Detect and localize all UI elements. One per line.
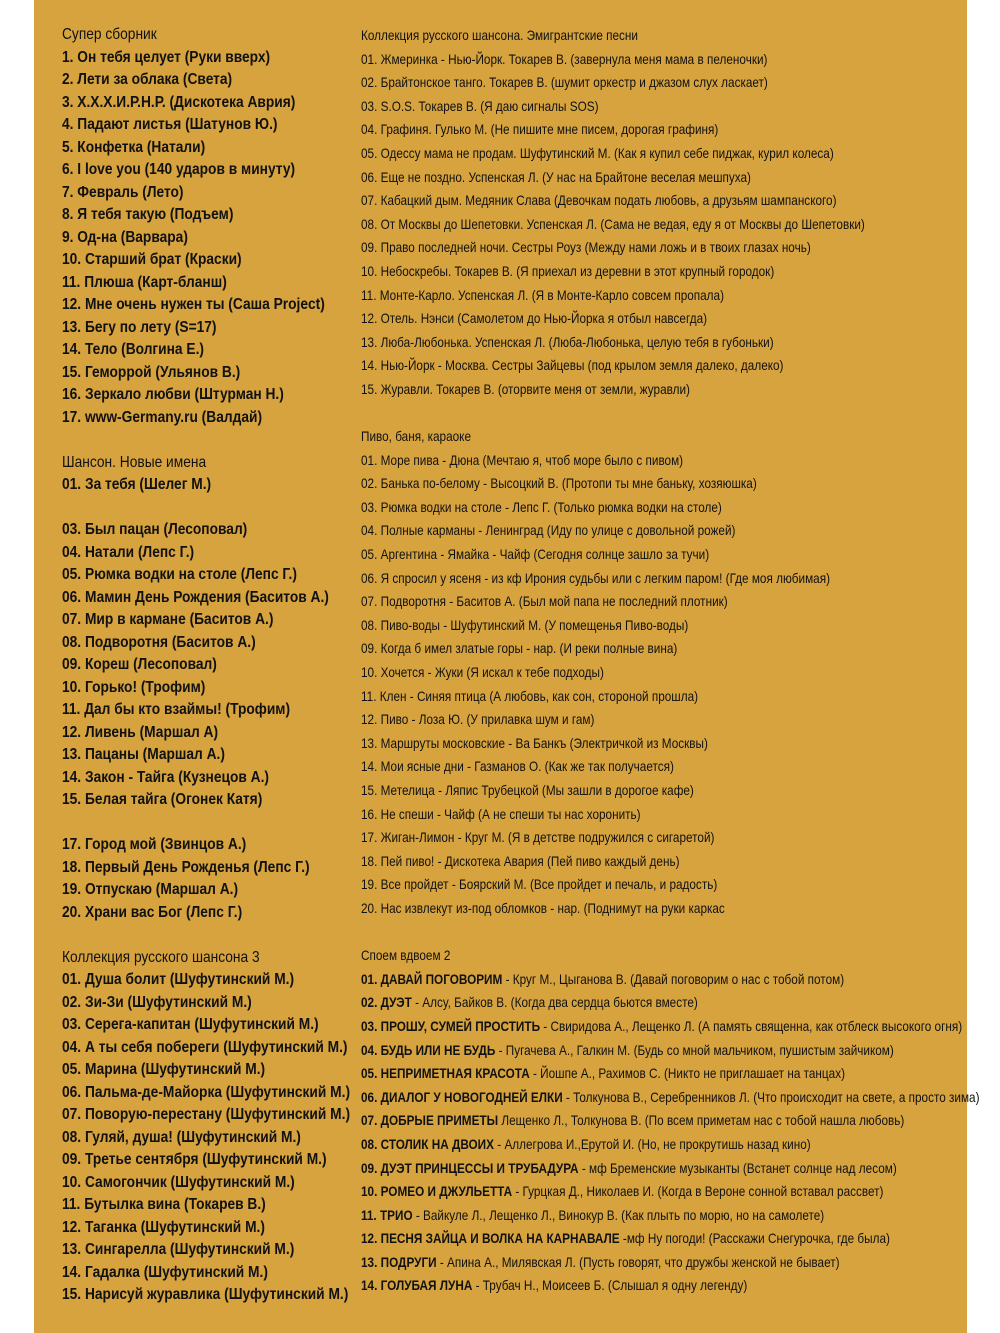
track-item: 18. Пей пиво! - Дискотека Авария (Пей пиво каждый день)	[361, 852, 680, 869]
track-item	[361, 968, 865, 992]
track-item: 8. Я тебя такую (Подъем)	[62, 206, 234, 223]
track-item: 16. Зеркало любви (Штурман Н.)	[62, 386, 284, 403]
track-performers: -мф Ну погоди! (Расскажи Снегурочка, где была)	[619, 1230, 890, 1247]
track-item: 03. S.O.S. Токарев В. (Я даю сигналы SOS)	[361, 97, 599, 114]
track-item: 06. Пальма-де-Майорка (Шуфутинский М.)	[62, 1083, 351, 1101]
section-gap	[62, 429, 352, 452]
track-item: 06. Мамин День Рождения (Баситов А.)	[62, 588, 329, 606]
track-title: 14. ГОЛУБАЯ ЛУНА	[361, 1277, 473, 1294]
track-item	[361, 1015, 963, 1039]
track-item: 07. Кабацкий дым. Медяник Слава (Девочкам подать любовь, а друзьям шампанского)	[361, 192, 837, 209]
track-item: 13. Пацаны (Маршал А.)	[62, 746, 225, 763]
track-item: 15. Нарисуй журавлика (Шуфутинский М.)	[62, 1286, 349, 1303]
track-item: 13. Сингарелла (Шуфутинский М.)	[62, 1241, 295, 1258]
track-item: 4. Падают листья (Шатунов Ю.)	[62, 116, 278, 133]
track-item: 04. Натали (Лепс Г.)	[62, 543, 195, 561]
track-item: 08. Гуляй, душа! (Шуфутинский М.)	[62, 1128, 301, 1146]
track-item: 10. Старший брат (Краски)	[62, 251, 242, 268]
track-performers: - Пугачева А., Галкин М. (Будь со мной мальчиком, пушистым зайчиком)	[495, 1041, 894, 1058]
left-column	[62, 24, 352, 1307]
track-item: 2. Лети за облака (Света)	[62, 71, 233, 88]
track-item: 15. Геморрой (Ульянов В.)	[62, 363, 241, 381]
track-item: 20. Храни вас Бог (Лепс Г.)	[62, 903, 243, 921]
track-title: 04. БУДЬ ИЛИ НЕ БУДЬ	[361, 1041, 496, 1058]
track-item: 01. Душа болит (Шуфутинский М.)	[62, 971, 295, 988]
track-item	[361, 1086, 980, 1110]
track-item: 06. Еще не поздно. Успенская Л. (У нас на Брайтоне веселая мешпуха)	[361, 168, 751, 185]
track-item: 09. Кореш (Лесоповал)	[62, 656, 217, 673]
track-item: 12. Таганка (Шуфутинский М.)	[62, 1218, 265, 1236]
section-title: Пиво, баня, караоке	[361, 428, 472, 445]
track-title: 09. ДУЭТ ПРИНЦЕССЫ И ТРУБАДУРА	[361, 1159, 579, 1176]
track-item: 07. Подворотня - Баситов А. (Был мой папа не последний плотник)	[361, 593, 728, 610]
track-title: 11. ТРИО	[361, 1206, 413, 1223]
track-item: 09. Когда б имел златые горы - нар. (И реки полные вина)	[361, 640, 678, 657]
track-item	[62, 497, 311, 520]
track-item: 13. Маршруты московские - Ва Банкъ (Электричкой из Москвы)	[361, 734, 708, 751]
track-performers: - Гурцкая Д., Николаев И. (Когда в Вероне сонной вставал рассвет)	[512, 1183, 884, 1200]
track-performers: - Йошпе А., Рахимов С. (Никто не приглашает на танцах)	[529, 1065, 845, 1082]
track-item: 12. Пиво - Лоза Ю. (У прилавка шум и гам)	[361, 711, 595, 728]
track-item: 11. Плюша (Карт-бланш)	[62, 273, 227, 291]
track-item: 04. Полные карманы - Ленинград (Иду по улице с довольной рожей)	[361, 522, 736, 539]
track-item: 6. I love you (140 ударов в минуту)	[62, 161, 296, 178]
section-title: Коллекция русского шансона 3	[62, 948, 260, 966]
track-item: 13. Люба-Любонька. Успенская Л. (Люба-Любонька, целую тебя в губоньки)	[361, 333, 774, 350]
track-title: 06. ДИАЛОГ У НОВОГОДНЕЙ ЕЛКИ	[361, 1088, 563, 1105]
track-item: 02. Зи-Зи (Шуфутинский М.)	[62, 993, 252, 1011]
track-item: 06. Я спросил у ясеня - из кф Ирония судьбы или с легким паром! (Где моя любимая)	[361, 569, 831, 586]
track-item: 10. Горько! (Трофим)	[62, 678, 206, 696]
section-title: Коллекция русского шансона. Эмигрантские песни	[361, 27, 639, 43]
track-title: 07. ДОБРЫЕ ПРИМЕТЫ	[361, 1112, 499, 1129]
track-item: 10. Небоскребы. Токарев В. (Я приехал из деревни в этот крупный городок)	[361, 262, 775, 279]
track-performers: - Алсу, Байков В. (Когда два сердца бьются вместе)	[411, 994, 698, 1011]
track-item: 15. Журавли. Токарев В. (оторвите меня от земли, журавли)	[361, 380, 690, 397]
track-item: 19. Все пройдет - Боярский М. (Все пройдет и печаль, и радость)	[361, 876, 718, 893]
track-item: 07. Поворую-перестану (Шуфутинский М.)	[62, 1106, 351, 1123]
track-item: 7. Февраль (Лето)	[62, 183, 184, 201]
track-item: 08. От Москвы до Шепетовки. Успенская Л. (Сама не ведая, еду я от Москвы до Шепетовки)	[361, 215, 865, 232]
track-item: 12. Мне очень нужен ты (Саша Project)	[62, 296, 325, 313]
track-item: 05. Марина (Шуфутинский М.)	[62, 1061, 266, 1078]
tracklist-panel	[34, 0, 980, 1333]
track-title: 13. ПОДРУГИ	[361, 1253, 437, 1270]
track-item: 14. Мои ясные дни - Газманов О. (Как же так получается)	[361, 758, 674, 775]
track-title: 12. ПЕСНЯ ЗАЙЦА И ВОЛКА НА КАРНАВАЛЕ	[361, 1230, 620, 1247]
track-performers: - Вайкуле Л., Лещенко Л., Винокур В. (Как плыть по морю, но на самолете)	[412, 1206, 825, 1223]
track-item: 04. Графиня. Гулько М. (Не пишите мне писем, дорогая графиня)	[361, 121, 719, 138]
track-item: 10. Хочется - Жуки (Я искал к тебе подходы)	[361, 664, 604, 681]
track-item	[361, 1039, 894, 1063]
track-item: 03. Серега-капитан (Шуфутинский М.)	[62, 1016, 319, 1033]
track-item: 03. Рюмка водки на столе - Лепс Г. (Только рюмка водки на столе)	[361, 498, 722, 515]
track-item: 3. Х.Х.Х.И.Р.Н.Р. (Дискотека Аврия)	[62, 93, 296, 111]
track-item: 14. Гадалка (Шуфутинский М.)	[62, 1263, 268, 1281]
track-item: 13. Бегу по лету (S=17)	[62, 318, 217, 336]
track-item: 12. Ливень (Маршал А)	[62, 723, 219, 741]
track-item: 12. Отель. Нэнси (Самолетом до Нью-Йорка я отбыл навсегда)	[361, 310, 708, 327]
track-item	[62, 812, 311, 835]
track-item: 11. Дал бы кто взаймы! (Трофим)	[62, 701, 291, 718]
track-item: 14. Нью-Йорк - Москва. Сестры Зайцевы (под крылом земля далеко, далеко)	[361, 357, 784, 374]
track-item: 09. Третье сентября (Шуфутинский М.)	[62, 1151, 327, 1168]
track-title: 10. РОМЕО И ДЖУЛЬЕТТА	[361, 1183, 513, 1200]
track-item: 15. Белая тайга (Огонек Катя)	[62, 791, 263, 808]
track-item: 01. Море пива - Дюна (Мечтаю я, чтоб море было с пивом)	[361, 451, 684, 468]
track-item: 09. Право последней ночи. Сестры Роуз (Между нами ложь и в твоих глазах ночь)	[361, 239, 811, 256]
track-item: 08. Пиво-воды - Шуфутинский М. (У помещенья Пиво-воды)	[361, 616, 689, 633]
track-item: 01. За тебя (Шелег М.)	[62, 476, 212, 493]
track-item	[361, 1133, 865, 1157]
right-column	[361, 24, 980, 1298]
track-item: 05. Аргентина - Ямайка - Чайф (Сегодня солнце зашло за тучи)	[361, 546, 710, 563]
track-performers: - Свиридова А., Лещенко Л. (А память священна, как отблеск высокого огня)	[540, 1017, 963, 1034]
track-title: 03. ПРОШУ, СУМЕЙ ПРОСТИТЬ	[361, 1017, 541, 1034]
track-title: 08. СТОЛИК НА ДВОИХ	[361, 1135, 494, 1152]
section-title: Супер сборник	[62, 26, 157, 43]
track-item: 5. Конфетка (Натали)	[62, 138, 206, 156]
track-item: 02. Банька по-белому - Высоцкий В. (Протопи ты мне баньку, хозяюшка)	[361, 475, 757, 492]
section-gap	[361, 921, 961, 945]
track-item: 11. Монте-Карло. Успенская Л. (Я в Монте-Карло совсем пропала)	[361, 286, 725, 303]
track-item: 08. Подворотня (Баситов А.)	[62, 633, 256, 651]
track-item: 9. Од-на (Варвара)	[62, 228, 188, 246]
track-item: 11. Бутылка вина (Токарев В.)	[62, 1196, 266, 1213]
track-item: 17. Жиган-Лимон - Круг М. (Я в детстве подружился с сигаретой)	[361, 829, 715, 846]
track-item: 1. Он тебя целует (Руки вверх)	[62, 48, 271, 66]
track-item: 20. Нас извлекут из-под обломков - нар. (Поднимут на руки каркас	[361, 899, 725, 916]
track-item	[361, 1180, 884, 1204]
track-title: 02. ДУЭТ	[361, 994, 412, 1011]
track-item	[361, 1109, 905, 1133]
track-performers: - Аллегрова И.,Ерутой И. (Но, не прокрутишь назад кино)	[493, 1135, 811, 1152]
track-performers: - мф Бременские музыканты (Встанет солнце над лесом)	[578, 1159, 897, 1176]
section-title: Споем вдвоем 2	[361, 947, 451, 964]
track-performers: - Трубач Н., Моисеев Б. (Слышал я одну легенду)	[472, 1277, 748, 1294]
track-item	[361, 1204, 865, 1228]
track-title: 01. ДАВАЙ ПОГОВОРИМ	[361, 970, 503, 987]
track-title: 05. НЕПРИМЕТНАЯ КРАСОТА	[361, 1065, 530, 1082]
track-item: 05. Рюмка водки на столе (Лепс Г.)	[62, 566, 297, 583]
track-item: 04. А ты себя побереги (Шуфутинский М.)	[62, 1038, 348, 1056]
track-item: 02. Брайтонское танго. Токарев В. (шумит оркестр и джазом слух ласкает)	[361, 74, 768, 91]
track-item: 14. Закон - Тайга (Кузнецов А.)	[62, 768, 270, 786]
track-item	[361, 1274, 865, 1298]
track-performers: - Толкунова В., Серебренников Л. (Что происходит на свете, а просто зима)	[562, 1088, 980, 1105]
track-item: 17. www-Germany.ru (Валдай)	[62, 408, 263, 426]
track-item: 11. Клен - Синяя птица (А любовь, как сон, стороной прошла)	[361, 687, 699, 704]
section-title: Шансон. Новые имена	[62, 453, 207, 471]
track-performers: - Апина А., Милявская Л. (Пусть говорят, что дружбы женской не бывает)	[436, 1253, 840, 1270]
track-item: 14. Тело (Волгина Е.)	[62, 341, 204, 358]
track-item: 18. Первый День Рожденья (Лепс Г.)	[62, 858, 310, 876]
track-item: 05. Одессу мама не продам. Шуфутинский М. (Как я купил себе пиджак, курил колеса)	[361, 144, 834, 161]
track-item: 03. Был пацан (Лесоповал)	[62, 521, 248, 538]
track-item	[361, 1157, 897, 1181]
track-item: 17. Город мой (Звинцов А.)	[62, 836, 247, 853]
track-performers: - Круг М., Цыганова В. (Давай поговорим о нас с тобой потом)	[502, 970, 845, 987]
section-gap	[62, 924, 352, 947]
track-item: 16. Не спеши - Чайф (А не спеши ты нас хоронить)	[361, 805, 641, 822]
track-item: 19. Отпускаю (Маршал А.)	[62, 881, 239, 898]
track-item: 07. Мир в кармане (Баситов А.)	[62, 611, 274, 628]
track-item	[361, 1251, 865, 1275]
track-item	[361, 1227, 890, 1251]
track-performers: Лещенко Л., Толкунова В. (По всем приметам нас с тобой нашла любовь)	[498, 1112, 905, 1129]
section-gap	[361, 402, 961, 426]
track-item: 01. Жмеринка - Нью-Йорк. Токарев В. (завернула меня мама в пеленочки)	[361, 50, 768, 67]
track-item: 10. Самогончик (Шуфутинский М.)	[62, 1173, 295, 1191]
track-item: 15. Метелица - Ляпис Трубецкой (Мы зашли в дорогое кафе)	[361, 782, 694, 798]
track-item	[361, 991, 865, 1015]
track-item	[361, 1062, 865, 1086]
